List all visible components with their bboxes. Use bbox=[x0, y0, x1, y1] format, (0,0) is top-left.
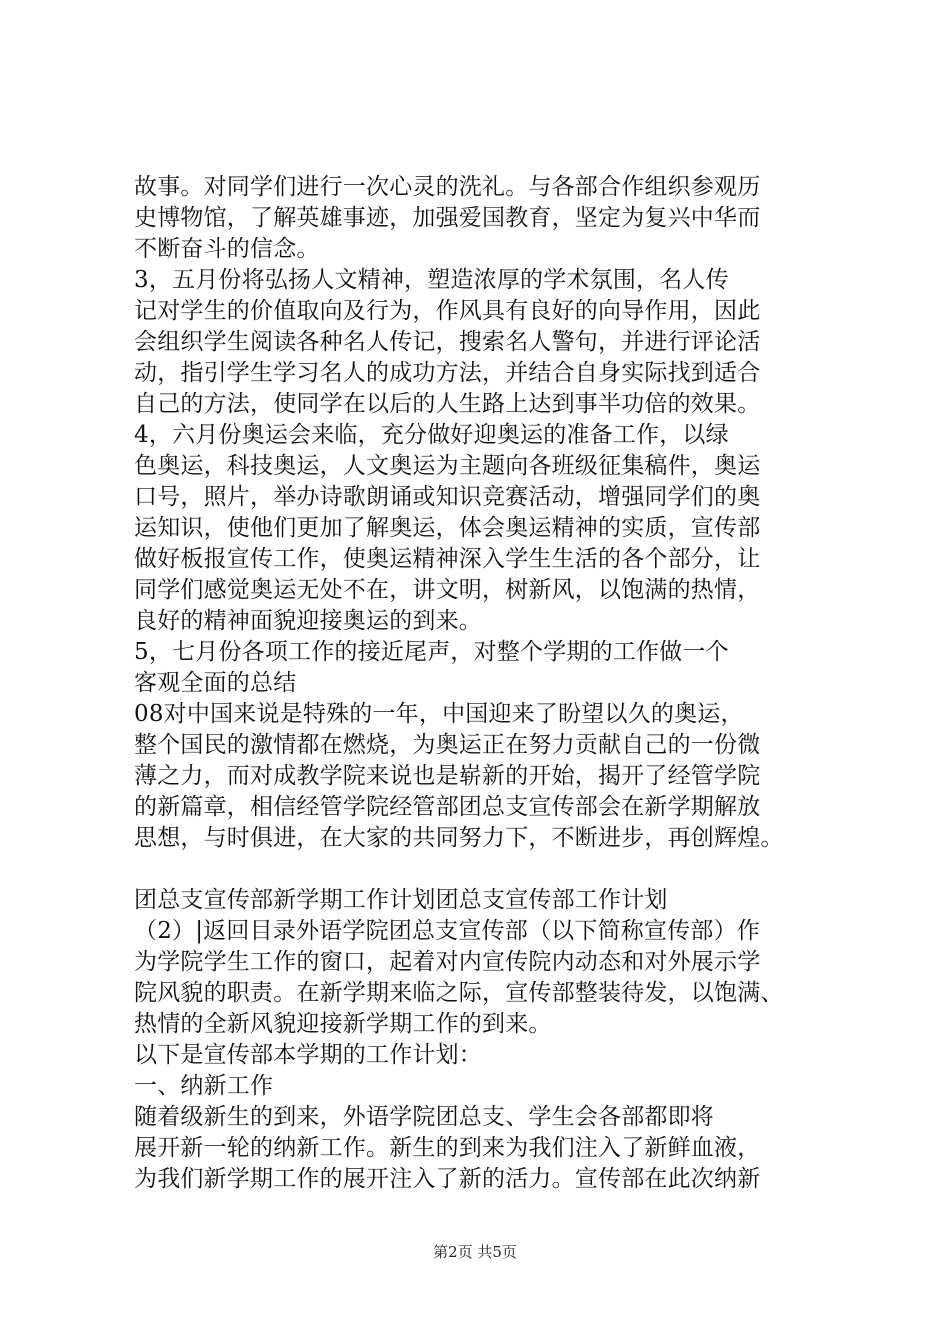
text-line: 3，五月份将弘扬人文精神，塑造浓厚的学术氛围，名人传 bbox=[134, 267, 729, 293]
text-line: 运知识，使他们更加了解奥运，体会奥运精神的实质，宣传部 bbox=[134, 515, 761, 541]
text-line: 良好的精神面貌迎接奥运的到来。 bbox=[134, 608, 482, 634]
text-line: 整个国民的激情都在燃烧，为奥运正在努力贡献自己的一份微 bbox=[134, 732, 761, 758]
text-line: 5，七月份各项工作的接近尾声，对整个学期的工作做一个 bbox=[134, 639, 729, 665]
text-line: 08对中国来说是特殊的一年，中国迎来了盼望以久的奥运， bbox=[134, 701, 744, 727]
page-number-footer: 第2页 共5页 bbox=[433, 1243, 517, 1261]
text-line: 院风貌的职责。在新学期来临之际，宣传部整装待发，以饱满、 bbox=[134, 980, 784, 1006]
text-line: （2）|返回目录外语学院团总支宣传部（以下简称宣传部）作 bbox=[134, 918, 760, 944]
text-line: 记对学生的价值取向及行为，作风具有良好的向导作用，因此 bbox=[134, 298, 761, 324]
text-line: 口号，照片，举办诗歌朗诵或知识竞赛活动，增强同学们的奥 bbox=[134, 484, 761, 510]
text-line: 自己的方法，使同学在以后的人生路上达到事半功倍的效果。 bbox=[134, 391, 761, 417]
text-line: 的新篇章，相信经管学院经管部团总支宣传部会在新学期解放 bbox=[134, 794, 761, 820]
text-line: 史博物馆，了解英雄事迹，加强爱国教育，坚定为复兴中华而 bbox=[134, 205, 761, 231]
text-line: 客观全面的总结 bbox=[134, 670, 297, 696]
text-line: 团总支宣传部新学期工作计划团总支宣传部工作计划 bbox=[134, 887, 668, 913]
text-line: 色奥运，科技奥运，人文奥运为主题向各班级征集稿件，奥运 bbox=[134, 453, 761, 479]
text-line: 随着级新生的到来，外语学院团总支、学生会各部都即将 bbox=[134, 1104, 714, 1130]
text-line: 为我们新学期工作的展开注入了新的活力。宣传部在此次纳新 bbox=[134, 1166, 761, 1192]
text-line: 思想，与时俱进，在大家的共同努力下，不断进步，再创辉煌。 bbox=[134, 825, 784, 851]
text-line: 一、纳新工作 bbox=[134, 1073, 274, 1099]
text-line: 展开新一轮的纳新工作。新生的到来为我们注入了新鲜血液， bbox=[134, 1135, 761, 1161]
text-line: 故事。对同学们进行一次心灵的洗礼。与各部合作组织参观历 bbox=[134, 174, 761, 200]
text-line: 动，指引学生学习名人的成功方法，并结合自身实际找到适合 bbox=[134, 360, 761, 386]
text-line: 同学们感觉奥运无处不在，讲文明，树新风，以饱满的热情， bbox=[134, 577, 761, 603]
text-line bbox=[134, 854, 834, 885]
text-line: 4，六月份奥运会来临，充分做好迎奥运的准备工作，以绿 bbox=[134, 422, 729, 448]
text-line: 以下是宣传部本学期的工作计划： bbox=[134, 1042, 482, 1068]
text-line: 做好板报宣传工作，使奥运精神深入学生生活的各个部分，让 bbox=[134, 546, 761, 572]
text-line: 薄之力，而对成教学院来说也是崭新的开始，揭开了经管学院 bbox=[134, 763, 761, 789]
text-line: 热情的全新风貌迎接新学期工作的到来。 bbox=[134, 1011, 552, 1037]
text-line: 为学院学生工作的窗口，起着对内宣传院内动态和对外展示学 bbox=[134, 949, 761, 975]
text-line: 不断奋斗的信念。 bbox=[134, 236, 320, 262]
text-line: 会组织学生阅读各种名人传记，搜索名人警句，并进行评论活 bbox=[134, 329, 761, 355]
